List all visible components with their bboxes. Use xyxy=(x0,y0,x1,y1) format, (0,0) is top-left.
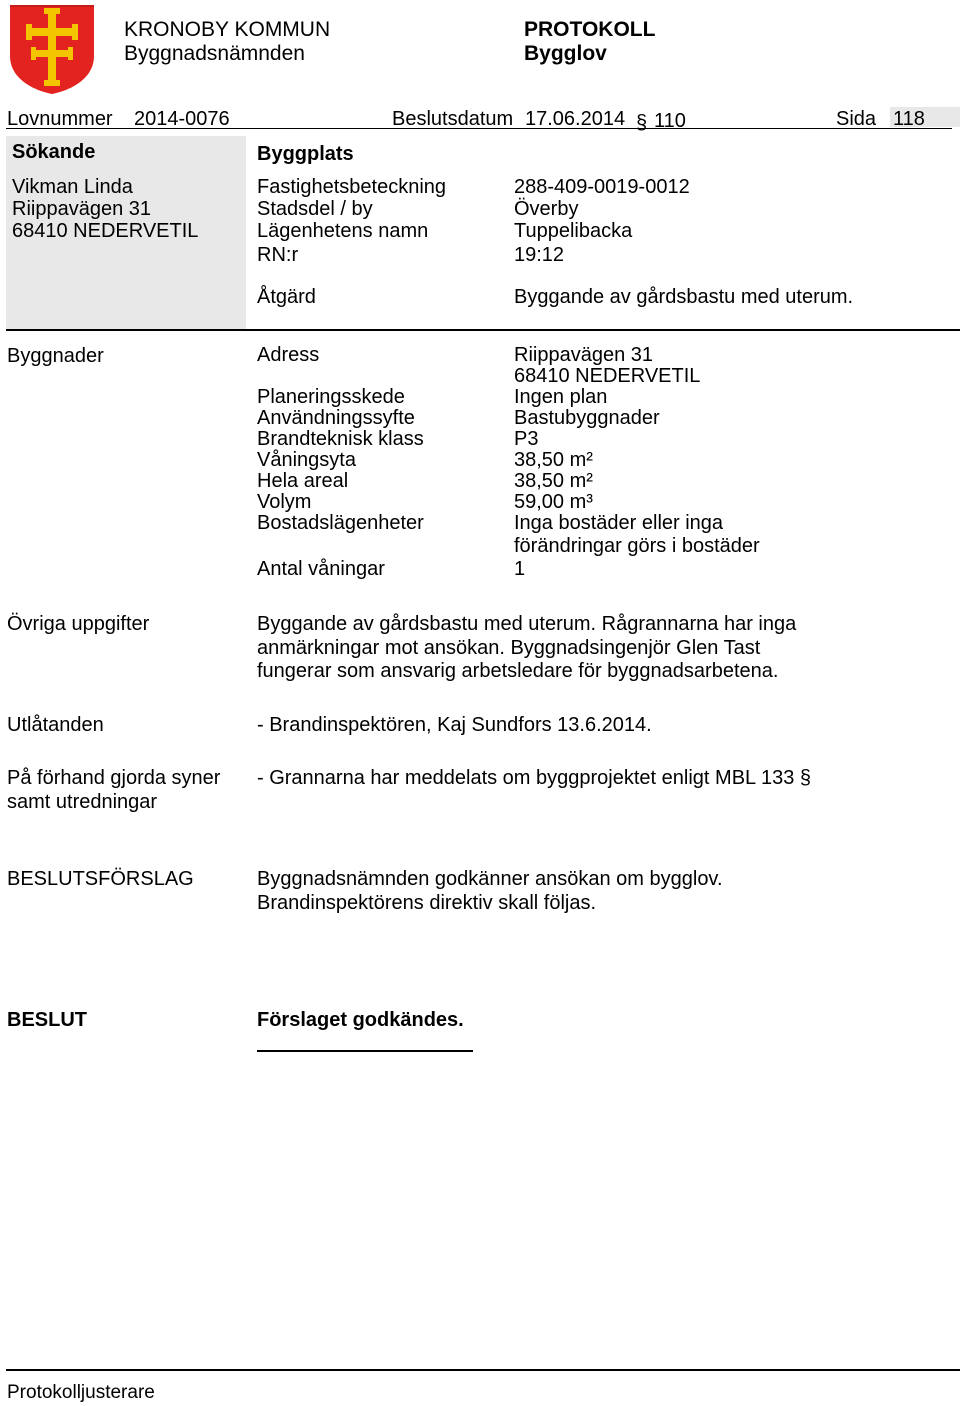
proposal-line-2: Brandinspektörens direktiv skall följas. xyxy=(257,891,597,914)
document-type: PROTOKOLL xyxy=(524,18,656,41)
site-value-lagenhet: Tuppelibacka xyxy=(514,220,633,242)
site-label-fastighet: Fastighetsbeteckning xyxy=(257,176,447,198)
buildings-heading: Byggnader xyxy=(7,345,104,367)
paragraph-number: 110 xyxy=(654,110,686,132)
atgard-label: Åtgärd xyxy=(257,286,316,308)
antal-vaningar-label: Antal våningar xyxy=(257,558,385,580)
site-value-stadsdel: Överby xyxy=(514,198,579,220)
atgard-value: Byggande av gårdsbastu med uterum. xyxy=(514,286,854,308)
label-brandteknisk-klass: Brandteknisk klass xyxy=(257,428,424,450)
site-label-lagenhet: Lägenhetens namn xyxy=(257,220,429,242)
other-line-2: anmärkningar mot ansökan. Byggnadsingenjör Glen Tast xyxy=(257,636,761,659)
adress-street: Riippavägen 31 xyxy=(514,344,653,366)
building-labels xyxy=(257,387,424,534)
value-vaningsyta: 38,50 m² xyxy=(514,449,593,471)
signature-line xyxy=(257,1050,473,1052)
beslutsdatum-value: 17.06.2014 xyxy=(525,108,626,130)
value-bostadslagenheter: Inga bostäder eller inga xyxy=(514,512,724,534)
lovnummer-label: Lovnummer xyxy=(7,108,113,130)
statements-heading: Utlåtanden xyxy=(7,714,104,736)
decision-heading: BESLUT xyxy=(7,1009,87,1031)
value-planeringsskede: Ingen plan xyxy=(514,386,608,408)
value-bostadslagenheter-cont: förändringar görs i bostäder xyxy=(514,535,760,557)
applicant-postal: 68410 NEDERVETIL xyxy=(12,220,199,242)
statements-text: - Brandinspektören, Kaj Sundfors 13.6.2014. xyxy=(257,714,652,736)
applicant-heading: Sökande xyxy=(12,141,96,163)
other-line-1: Byggande av gårdsbastu med uterum. Rågrannarna har inga xyxy=(257,613,797,635)
footer-rule xyxy=(6,1369,960,1371)
lovnummer-value: 2014-0076 xyxy=(134,108,230,130)
label-anvandningssyfte: Användningssyfte xyxy=(257,407,415,429)
sida-label: Sida xyxy=(836,108,877,130)
document-subtype: Bygglov xyxy=(524,42,607,65)
site-values xyxy=(514,176,690,267)
footer-label: Protokolljusterare xyxy=(7,1382,155,1403)
other-line-3: fungerar som ansvarig arbetsledare för byggnadsarbetena. xyxy=(257,660,779,682)
antal-vaningar-value: 1 xyxy=(514,558,526,580)
beslutsdatum-label: Beslutsdatum xyxy=(392,108,514,130)
header-rule xyxy=(6,128,952,129)
site-label-stadsdel: Stadsdel / by xyxy=(257,198,373,220)
inspections-heading-line-2: samt utredningar xyxy=(7,790,158,813)
building-values xyxy=(514,387,760,558)
value-hela-areal: 38,50 m² xyxy=(514,470,593,492)
paragraph-sign: § xyxy=(636,112,648,134)
label-hela-areal: Hela areal xyxy=(257,470,349,492)
inspections-heading-line-1: På förhand gjorda syner xyxy=(7,767,221,789)
label-planeringsskede: Planeringsskede xyxy=(257,386,405,408)
other-heading: Övriga uppgifter xyxy=(7,613,150,635)
section-rule xyxy=(6,329,960,331)
adress-value xyxy=(514,345,700,387)
value-anvandningssyfte: Bastubyggnader xyxy=(514,407,660,429)
applicant-street: Riippavägen 31 xyxy=(12,198,151,220)
site-heading: Byggplats xyxy=(257,143,354,165)
site-labels xyxy=(257,176,446,267)
site-label-rn: RN:r xyxy=(257,244,299,266)
proposal-heading: BESLUTSFÖRSLAG xyxy=(7,868,194,890)
inspections-text: - Grannarna har meddelats om byggprojektet enligt MBL 133 § xyxy=(257,767,812,789)
proposal-text xyxy=(257,868,723,915)
coat-of-arms-logo xyxy=(6,4,98,96)
org-name: KRONOBY KOMMUN xyxy=(124,18,331,41)
applicant-name: Vikman Linda xyxy=(12,176,133,198)
value-brandteknisk-klass: P3 xyxy=(514,428,539,450)
label-bostadslagenheter: Bostadslägenheter xyxy=(257,512,424,534)
value-volym: 59,00 m³ xyxy=(514,491,593,513)
department-name: Byggnadsnämnden xyxy=(124,42,305,65)
applicant-address xyxy=(12,176,198,242)
other-text xyxy=(257,613,796,684)
adress-postal: 68410 NEDERVETIL xyxy=(514,365,701,387)
adress-label: Adress xyxy=(257,344,320,366)
site-value-fastighet: 288-409-0019-0012 xyxy=(514,176,690,198)
site-value-rn: 19:12 xyxy=(514,244,565,266)
decision-text: Förslaget godkändes. xyxy=(257,1009,464,1031)
label-volym: Volym xyxy=(257,491,312,513)
proposal-line-1: Byggnadsnämnden godkänner ansökan om bygglov. xyxy=(257,868,723,890)
label-vaningsyta: Våningsyta xyxy=(257,449,356,471)
inspections-heading xyxy=(7,767,220,814)
sida-value: 118 xyxy=(893,108,925,130)
